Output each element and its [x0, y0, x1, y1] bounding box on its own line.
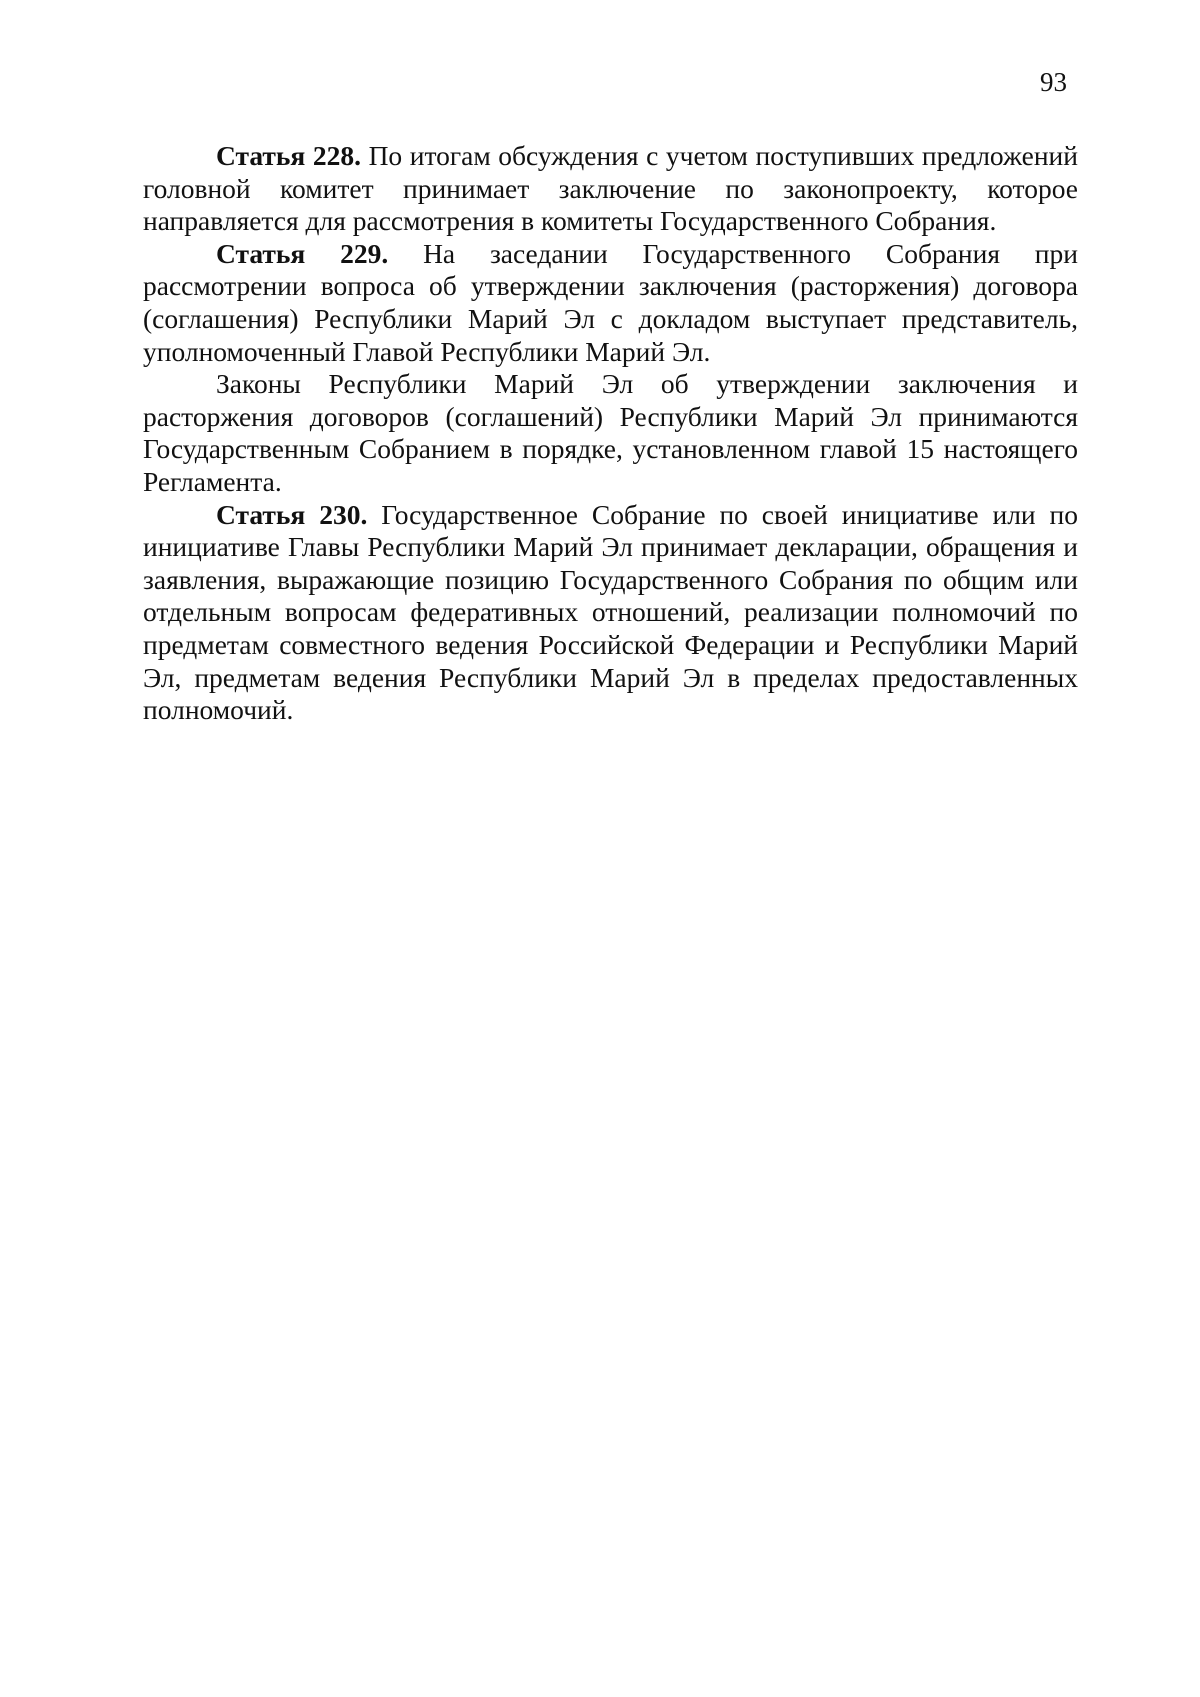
paragraph-text: По итогам обсуждения с учетом поступивших предложений головной комитет принимает заключение по законопроекту, которое направляется для рассмотрения в комитеты Государственного Собрания. [143, 140, 1078, 237]
paragraph-text: На заседании Государственного Собрания при рассмотрении вопроса об утверждении заключения (расторжения) договора (соглашения) Республики Марий Эл с докладом выступает представитель, уполномоченный Главой Республики Марий Эл. [143, 237, 1078, 367]
article-228-paragraph [143, 140, 1078, 238]
article-230-paragraph [143, 499, 1078, 727]
article-229-paragraph [143, 238, 1078, 368]
paragraph-text: Законы Республики Марий Эл об утверждении заключения и расторжения договоров (соглашений) Республики Марий Эл принимаются Государственным Собранием в порядке, установленном главой 15 настоящего Регламента. [143, 368, 1078, 497]
document-body [143, 140, 1078, 727]
paragraph-text: Государственное Собрание по своей инициативе или по инициативе Главы Республики Марий Эл принимает декларации, обращения и заявления, выражающие позицию Государственного Собрания по общим или отдельным вопросам федеративных отношений, реализации полномочий по предметам совместного ведения Российской Федерации и Республики Марий Эл, предметам ведения Республики Марий Эл в пределах предоставленных полномочий. [143, 498, 1079, 726]
article-heading: Статья 230. [216, 498, 368, 530]
article-heading: Статья 228. [216, 140, 361, 171]
article-heading: Статья 229. [216, 237, 389, 269]
page-number: 93 [1040, 67, 1067, 97]
laws-paragraph [143, 368, 1078, 498]
